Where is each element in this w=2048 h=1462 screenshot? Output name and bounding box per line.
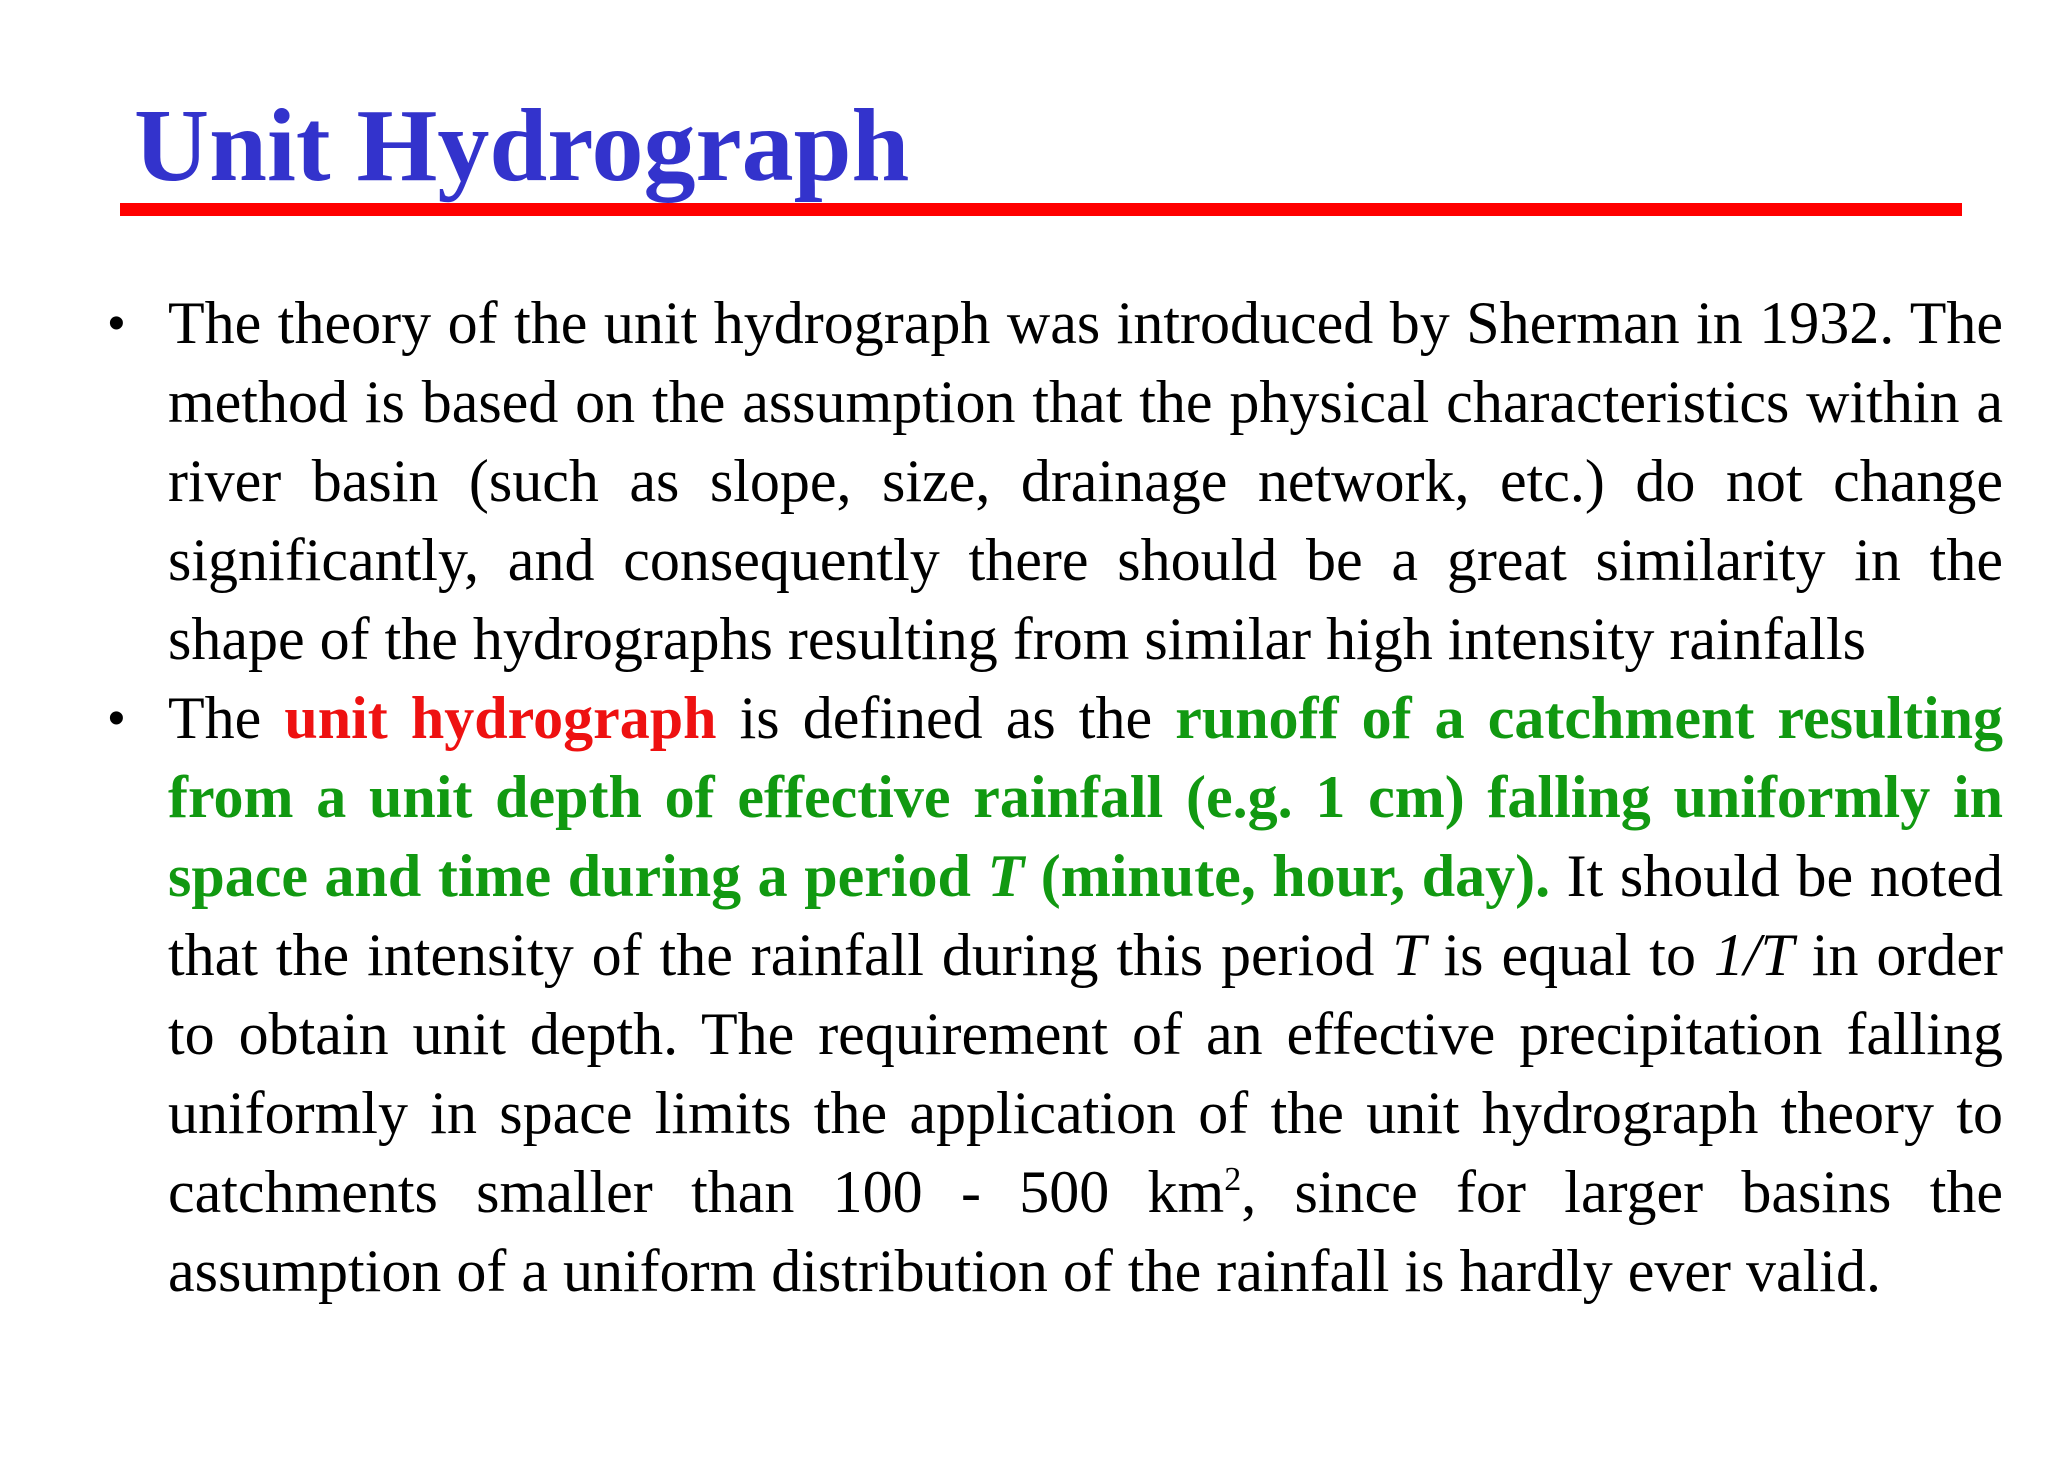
superscript-2: 2 xyxy=(1224,1161,1242,1198)
text-segment: is defined as the xyxy=(716,685,1176,751)
text-segment: , since for larger basins the assumption of a uniform distribution of the rainfall is hardly ever valid. xyxy=(168,1159,2003,1304)
term-unit-hydrograph: unit hydrograph xyxy=(284,685,717,751)
bullet-item-history xyxy=(100,284,2003,679)
variable-t: T xyxy=(1392,922,1426,988)
bullet-icon: • xyxy=(108,297,125,350)
bullet-list xyxy=(100,284,2003,1311)
text-segment: is equal to xyxy=(1425,922,1714,988)
slide-title: Unit Hydrograph xyxy=(134,88,910,203)
text-segment: The xyxy=(168,685,285,751)
definition-variable-t: T xyxy=(987,843,1025,909)
text-segment: in order to obtain unit depth. The requirement of an effective precipitation falling uniformly in space limits the application of the unit hydrograph theory to catchments smaller than 100 - 500 km xyxy=(168,922,2003,1225)
bullet-item-definition xyxy=(100,679,2003,1311)
bullet-text: The theory of the unit hydrograph was introduced by Sherman in 1932. The method is based on the assumption that the physical characteristics within a river basin (such as slope, size, drainage network, etc.) do not change significantly, and consequently there should be a great similarity in the shape of the hydrographs resulting from similar high intensity rainfalls xyxy=(168,290,2003,672)
bullet-icon: • xyxy=(108,692,125,745)
title-underline xyxy=(120,203,1962,216)
definition-highlight-end: (minute, hour, day). xyxy=(1024,843,1551,909)
expression-1-over-t: 1/T xyxy=(1713,922,1794,988)
definition-highlight: runoff of a catchment resulting from a unit depth of effective rainfall (e.g. 1 cm) falling uniformly in space and time during a period xyxy=(168,685,2004,909)
text-segment: It should be noted that the intensity of the rainfall during this period xyxy=(168,843,2003,988)
